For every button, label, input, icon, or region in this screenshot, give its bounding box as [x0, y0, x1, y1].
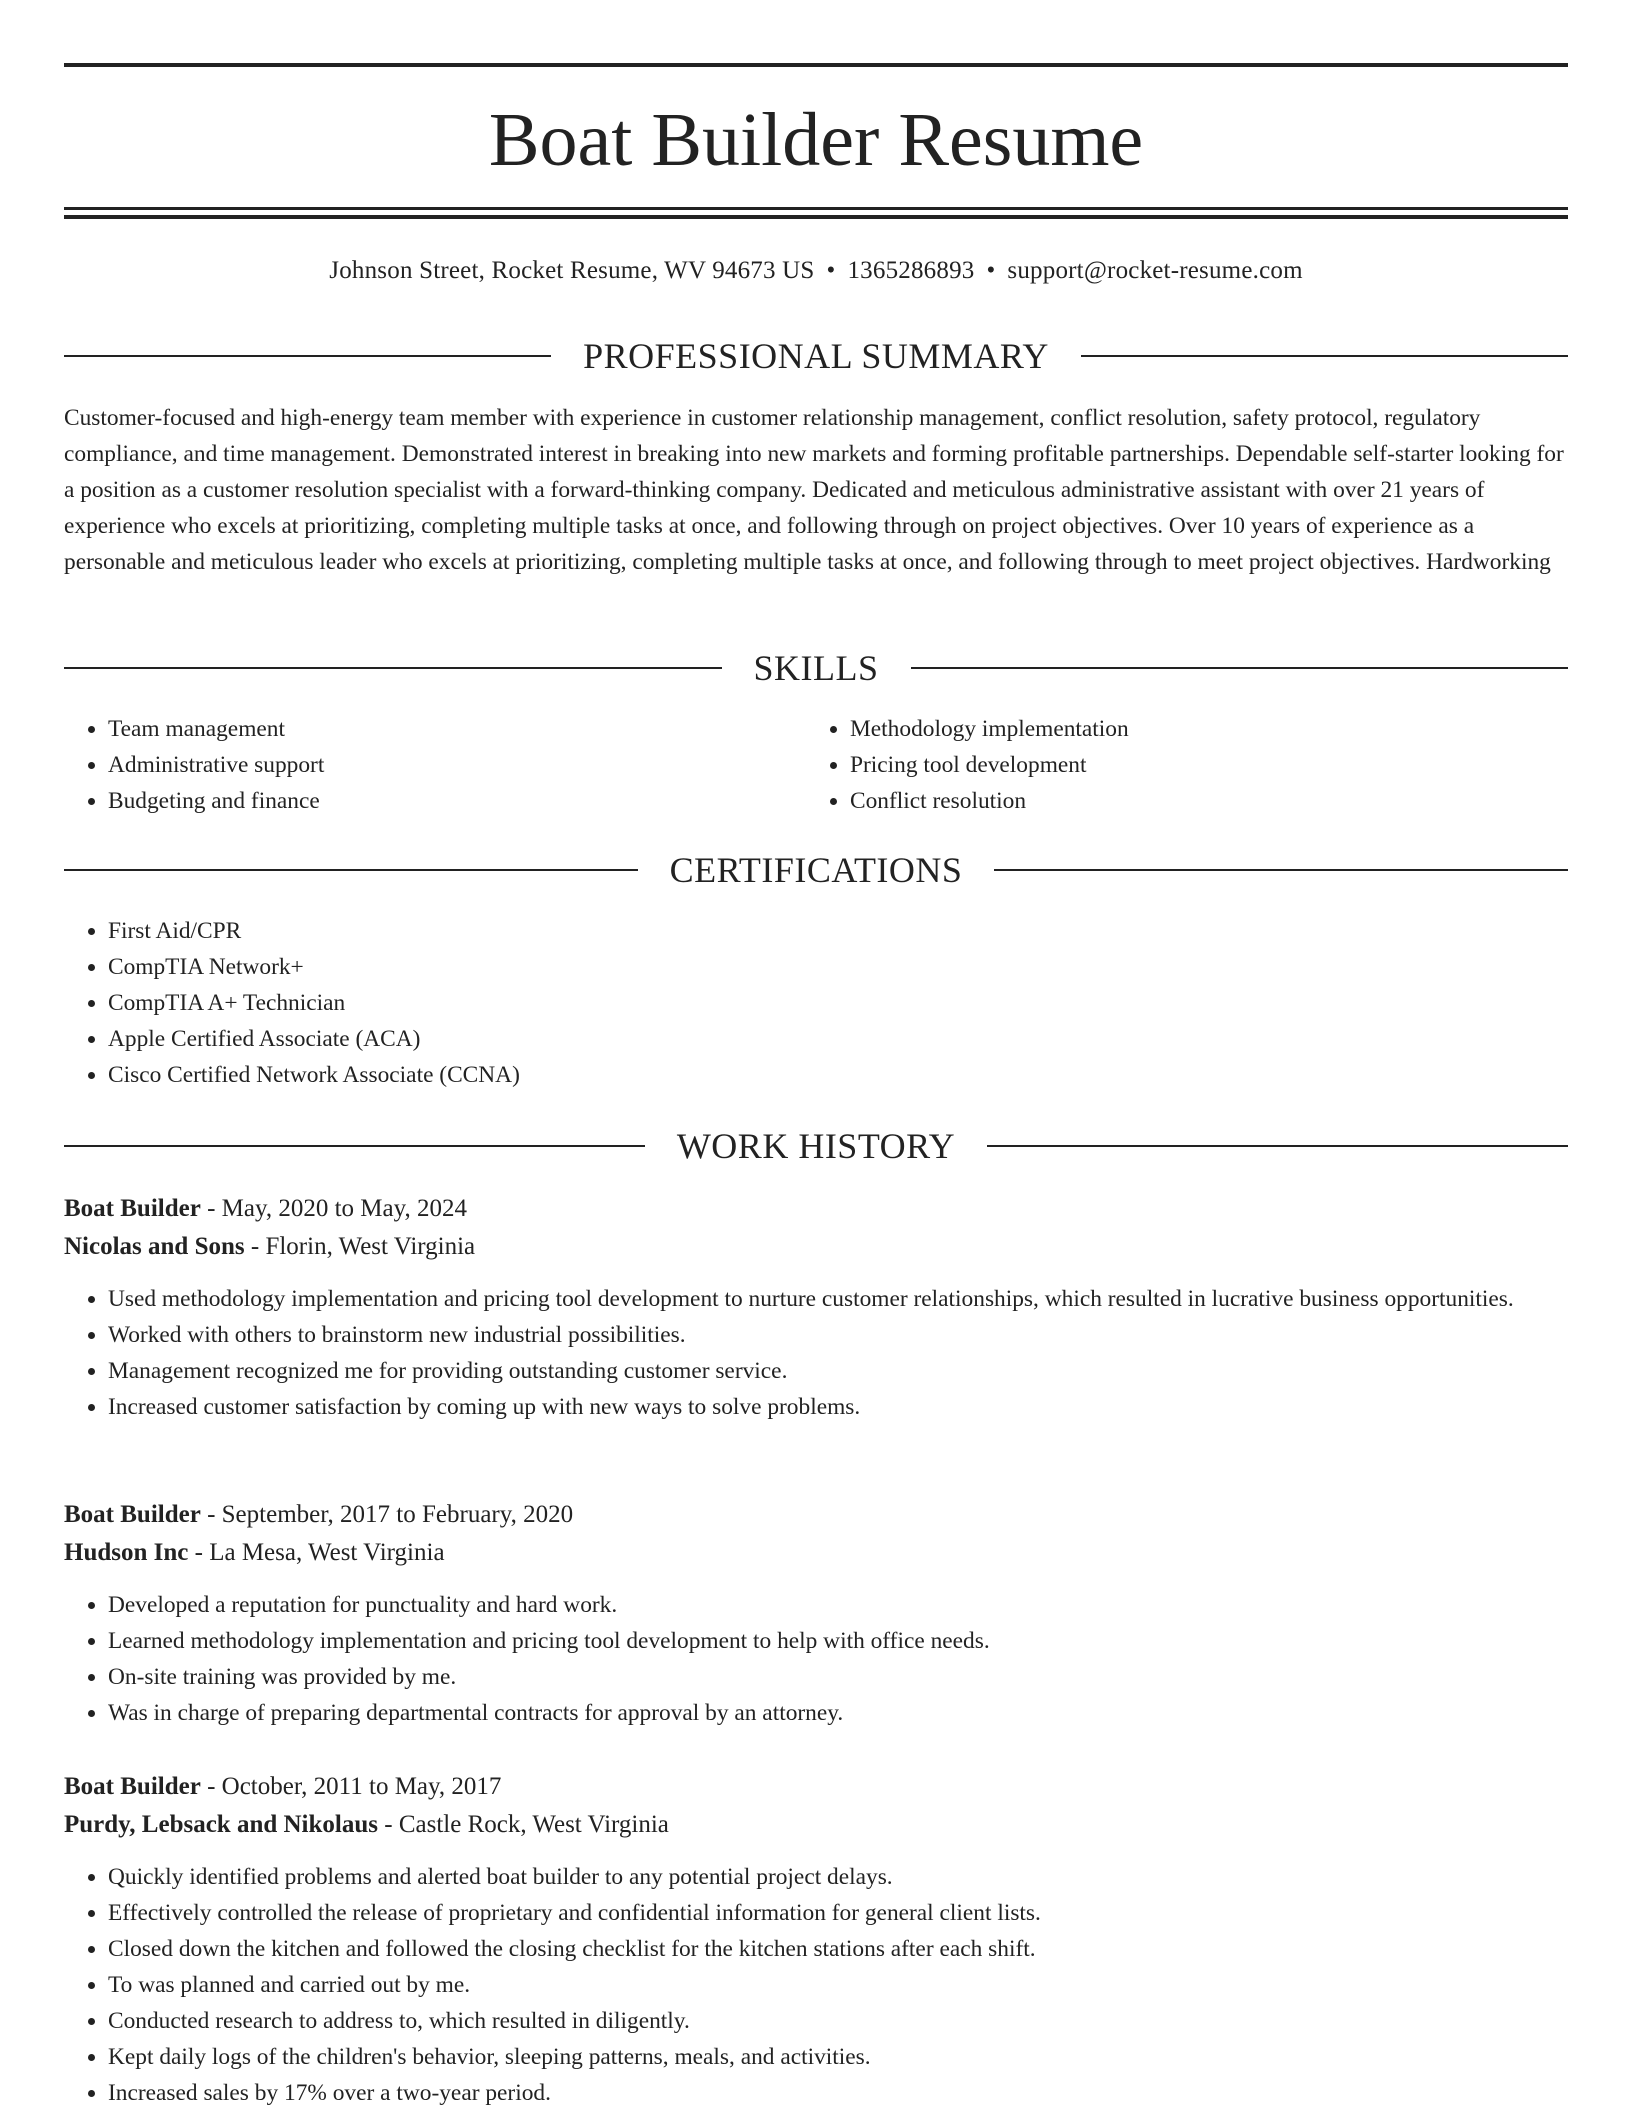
job-title-line — [64, 1496, 1568, 1534]
job-duty: • Increased sales by 17% over a two-year period. — [108, 2075, 1568, 2111]
certification-item: • First Aid/CPR — [108, 913, 1612, 949]
skill-item: • Conflict resolution — [850, 783, 1590, 819]
job-duty: • To was planned and carried out by me. — [108, 1967, 1568, 2003]
skills-list-left — [64, 711, 848, 819]
certifications-list — [64, 913, 1612, 1093]
section-heading-skills — [64, 646, 1568, 690]
job-title-line — [64, 1190, 1568, 1228]
section-title-certifications: CERTIFICATIONS — [669, 850, 963, 890]
certification-item: • Apple Certified Associate (ACA) — [108, 1021, 1612, 1057]
job-entry — [64, 1190, 1568, 1425]
contact-line — [64, 254, 1568, 288]
skill-item: • Budgeting and finance — [108, 783, 848, 819]
skill-item: • Pricing tool development — [850, 747, 1590, 783]
heading-rule-right — [987, 1145, 1568, 1147]
job-dates: - September, 2017 to February, 2020 — [200, 1501, 574, 1528]
job-title: Boat Builder — [64, 1195, 201, 1222]
job-company: Nicolas and Sons — [64, 1233, 245, 1260]
contact-separator: • — [986, 257, 996, 284]
job-company-line — [64, 1228, 1568, 1266]
job-title: Boat Builder — [64, 1773, 201, 1800]
job-entry — [64, 1768, 1568, 2111]
heading-rule-left — [64, 355, 551, 357]
certification-item: • Cisco Certified Network Associate (CCNA) — [108, 1057, 1612, 1093]
heading-rule-right — [911, 667, 1569, 669]
job-title: Boat Builder — [64, 1501, 201, 1528]
section-heading-work-history — [64, 1124, 1568, 1168]
heading-rule-right — [994, 869, 1568, 871]
skill-item: • Administrative support — [108, 747, 848, 783]
job-duties-list — [64, 1587, 1568, 1731]
double-rule-upper — [64, 207, 1568, 210]
section-title-work-history: WORK HISTORY — [676, 1126, 956, 1166]
job-location: - La Mesa, West Virginia — [188, 1539, 445, 1566]
job-company: Purdy, Lebsack and Nikolaus — [64, 1811, 378, 1838]
job-duty: • Was in charge of preparing departmental contracts for approval by an attorney. — [108, 1695, 1568, 1731]
heading-rule-left — [64, 667, 722, 669]
heading-rule-right — [1081, 355, 1568, 357]
job-entry — [64, 1496, 1568, 1731]
section-title-summary: PROFESSIONAL SUMMARY — [583, 336, 1049, 376]
job-duty: • Worked with others to brainstorm new industrial possibilities. — [108, 1317, 1568, 1353]
summary-text: Customer-focused and high-energy team member with experience in customer relationship management, conflict resolution, safety protocol, regulatory compliance, and time management. Demonstrated interest in breaking into new markets and forming profitable partnerships. Dependable self-starter looking for a position as a customer resolution specialist with a forward-thinking company. Dedicated and meticulous administrative assistant with over 21 years of experience who excels at prioritizing, completing multiple tasks at once, and following through on project objectives. Over 10 years of experience as a personable and meticulous leader who excels at prioritizing, completing multiple tasks at once, and following through to meet project objectives. Hardworking — [64, 405, 1564, 575]
job-duty: • Learned methodology implementation and pricing tool development to help with office needs. — [108, 1623, 1568, 1659]
section-heading-summary — [64, 334, 1568, 378]
job-duty: • Used methodology implementation and pricing tool development to nurture customer relationships, which resulted in lucrative business opportunities. — [108, 1281, 1568, 1317]
job-duty: • Closed down the kitchen and followed the closing checklist for the kitchen stations after each shift. — [108, 1931, 1568, 1967]
job-duty: • Developed a reputation for punctuality and hard work. — [108, 1587, 1568, 1623]
top-rule — [64, 63, 1568, 67]
heading-rule-left — [64, 1145, 645, 1147]
job-duty: • Conducted research to address to, which resulted in diligently. — [108, 2003, 1568, 2039]
job-duty: • Increased customer satisfaction by coming up with new ways to solve problems. — [108, 1389, 1568, 1425]
job-dates: - October, 2011 to May, 2017 — [200, 1773, 502, 1800]
job-duty: • Effectively controlled the release of proprietary and confidential information for general client lists. — [108, 1895, 1568, 1931]
resume-title: Boat Builder Resume — [488, 98, 1144, 182]
double-rule-lower — [64, 215, 1568, 219]
job-dates: - May, 2020 to May, 2024 — [200, 1195, 468, 1222]
job-duty: • On-site training was provided by me. — [108, 1659, 1568, 1695]
job-duties-list — [64, 1859, 1568, 2111]
contact-address: Johnson Street, Rocket Resume, WV 94673 US — [329, 257, 815, 284]
section-heading-certifications — [64, 848, 1568, 892]
job-company-line — [64, 1534, 1568, 1572]
job-duty: • Kept daily logs of the children's behavior, sleeping patterns, meals, and activities. — [108, 2039, 1568, 2075]
job-location: - Florin, West Virginia — [244, 1233, 476, 1260]
skills-list-right — [806, 711, 1590, 819]
heading-rule-left — [64, 869, 638, 871]
job-title-line — [64, 1768, 1568, 1806]
certification-item: • CompTIA Network+ — [108, 949, 1612, 985]
job-location: - Castle Rock, West Virginia — [378, 1811, 669, 1838]
job-duty: • Quickly identified problems and alerted boat builder to any potential project delays. — [108, 1859, 1568, 1895]
contact-email: support@rocket-resume.com — [1007, 257, 1303, 284]
job-company: Hudson Inc — [64, 1539, 189, 1566]
job-duties-list — [64, 1281, 1568, 1425]
job-duty: • Management recognized me for providing outstanding customer service. — [108, 1353, 1568, 1389]
skill-item: • Methodology implementation — [850, 711, 1590, 747]
contact-phone: 1365286893 — [847, 257, 975, 284]
job-company-line — [64, 1806, 1568, 1844]
skill-item: • Team management — [108, 711, 848, 747]
certification-item: • CompTIA A+ Technician — [108, 985, 1612, 1021]
contact-separator: • — [826, 257, 836, 284]
section-title-skills: SKILLS — [753, 648, 879, 688]
